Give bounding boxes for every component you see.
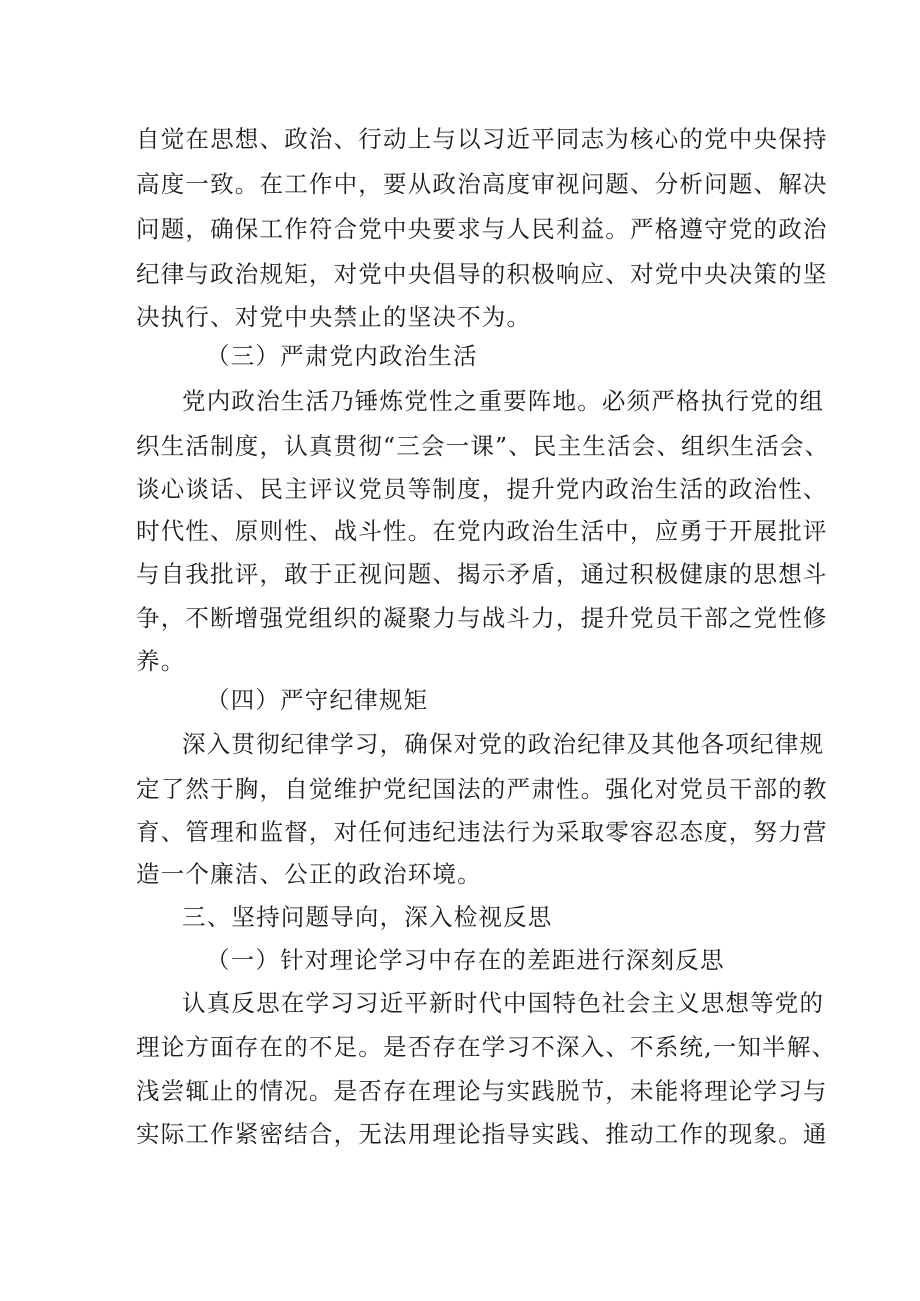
paragraph-line: 定了然于胸，自觉维护党纪国法的严肃性。强化对党员干部的教 (136, 775, 828, 803)
section-heading: （一）针对理论学习中存在的差距进行深刻反思 (206, 946, 725, 974)
paragraph-line: 育、管理和监督，对任何违纪违法行为采取零容忍态度，努力营 (136, 818, 828, 846)
paragraph-line: 与自我批评，敢于正视问题、揭示矛盾，通过积极健康的思想斗 (136, 560, 828, 588)
paragraph-line: 织生活制度，认真贯彻“三会一课”、民主生活会、组织生活会、 (136, 432, 830, 460)
paragraph-line: 浅尝辄止的情况。是否存在理论与实践脱节，未能将理论学习与 (136, 1077, 828, 1105)
paragraph-line: 养。 (136, 647, 186, 675)
paragraph-line: 决执行、对党中央禁止的坚决不为。 (136, 303, 532, 331)
paragraph-line: 争，不断增强党组织的凝聚力与战斗力，提升党员干部之党性修 (136, 604, 828, 632)
paragraph-line: 党内政治生活乃锤炼党性之重要阵地。必须严格执行党的组 (182, 387, 825, 415)
paragraph-line: 理论方面存在的不足。是否存在学习不深入、不系统,一知半解、 (136, 1033, 837, 1061)
section-heading: （三）严肃党内政治生活 (206, 342, 478, 370)
paragraph-line: 问题，确保工作符合党中央要求与人民利益。严格遵守党的政治 (136, 215, 828, 243)
paragraph-line: 纪律与政治规矩，对党中央倡导的积极响应、对党中央决策的坚 (136, 260, 828, 288)
paragraph-line: 深入贯彻纪律学习，确保对党的政治纪律及其他各项纪律规 (182, 730, 825, 758)
paragraph-line: 造一个廉洁、公正的政治环境。 (136, 860, 482, 888)
section-heading: （四）严守纪律规矩 (206, 686, 429, 714)
paragraph-line: 高度一致。在工作中，要从政治高度审视问题、分析问题、解决 (136, 170, 828, 198)
paragraph-line: 自觉在思想、政治、行动上与以习近平同志为核心的党中央保持 (136, 125, 828, 153)
paragraph-line: 实际工作紧密结合，无法用理论指导实践、推动工作的现象。通 (136, 1120, 828, 1148)
paragraph-line: 谈心谈话、民主评议党员等制度，提升党内政治生活的政治性、 (136, 475, 828, 503)
paragraph-line: 时代性、原则性、战斗性。在党内政治生活中，应勇于开展批评 (136, 517, 828, 545)
paragraph-line: 认真反思在学习习近平新时代中国特色社会主义思想等党的 (182, 989, 825, 1017)
chapter-heading: 三、坚持问题导向，深入检视反思 (182, 903, 553, 931)
